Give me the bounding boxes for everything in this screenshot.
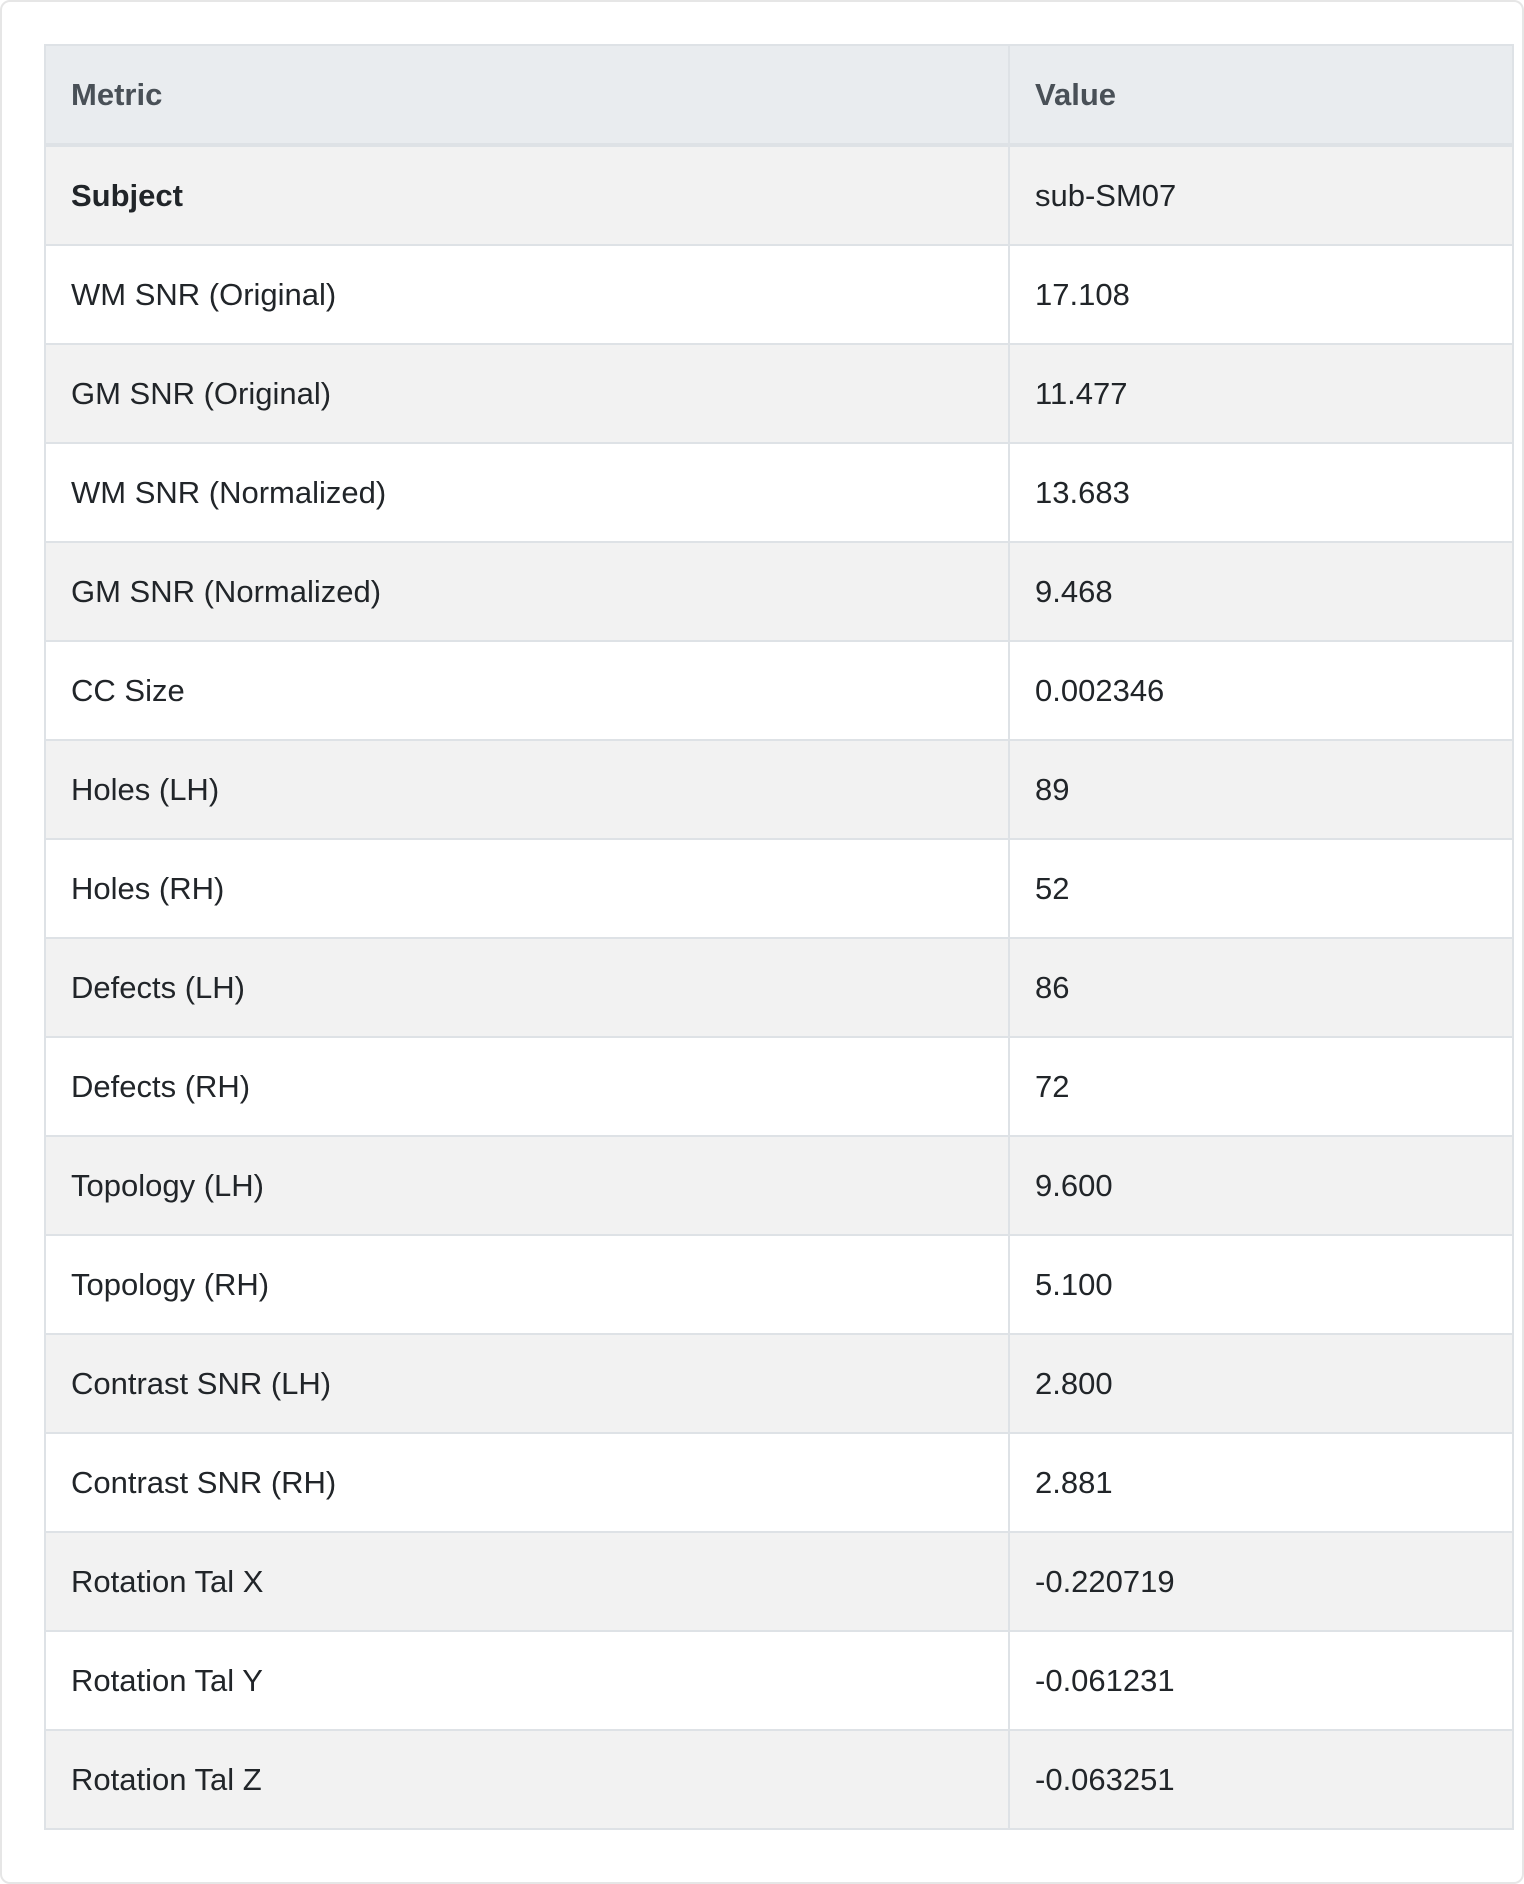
value-cell: 9.600 <box>1009 1136 1513 1235</box>
table-row <box>45 1631 1513 1730</box>
table-row <box>45 839 1513 938</box>
metric-cell: Holes (RH) <box>45 839 1009 938</box>
metric-cell: Subject <box>45 145 1009 245</box>
column-header-value[interactable]: Value <box>1009 45 1513 145</box>
value-cell: 86 <box>1009 938 1513 1037</box>
metric-cell: Rotation Tal Z <box>45 1730 1009 1829</box>
value-cell: -0.063251 <box>1009 1730 1513 1829</box>
metric-cell: Defects (LH) <box>45 938 1009 1037</box>
metric-cell: Rotation Tal X <box>45 1532 1009 1631</box>
metric-cell: WM SNR (Normalized) <box>45 443 1009 542</box>
table-row <box>45 641 1513 740</box>
metric-cell: Contrast SNR (LH) <box>45 1334 1009 1433</box>
table-row <box>45 1334 1513 1433</box>
table-row <box>45 1532 1513 1631</box>
value-cell: 72 <box>1009 1037 1513 1136</box>
value-cell: 17.108 <box>1009 245 1513 344</box>
value-cell: 13.683 <box>1009 443 1513 542</box>
table-row <box>45 245 1513 344</box>
value-cell: 2.800 <box>1009 1334 1513 1433</box>
metric-cell: CC Size <box>45 641 1009 740</box>
table-row <box>45 938 1513 1037</box>
metrics-table <box>44 44 1514 1830</box>
table-row <box>45 1730 1513 1829</box>
value-cell: 52 <box>1009 839 1513 938</box>
metric-cell: Contrast SNR (RH) <box>45 1433 1009 1532</box>
table-row <box>45 1433 1513 1532</box>
value-cell: 2.881 <box>1009 1433 1513 1532</box>
metric-cell: GM SNR (Normalized) <box>45 542 1009 641</box>
value-cell: 89 <box>1009 740 1513 839</box>
metric-cell: Rotation Tal Y <box>45 1631 1009 1730</box>
table-row <box>45 542 1513 641</box>
table-header-row <box>45 45 1513 145</box>
table-row <box>45 1235 1513 1334</box>
value-cell: 5.100 <box>1009 1235 1513 1334</box>
value-cell: 9.468 <box>1009 542 1513 641</box>
value-cell: sub-SM07 <box>1009 145 1513 245</box>
metric-cell: GM SNR (Original) <box>45 344 1009 443</box>
value-cell: -0.061231 <box>1009 1631 1513 1730</box>
table-row <box>45 1136 1513 1235</box>
value-cell: -0.220719 <box>1009 1532 1513 1631</box>
value-cell: 0.002346 <box>1009 641 1513 740</box>
metric-cell: Defects (RH) <box>45 1037 1009 1136</box>
metric-cell: Holes (LH) <box>45 740 1009 839</box>
table-row <box>45 344 1513 443</box>
metric-cell: Topology (LH) <box>45 1136 1009 1235</box>
metric-cell: WM SNR (Original) <box>45 245 1009 344</box>
table-row <box>45 1037 1513 1136</box>
table-row <box>45 740 1513 839</box>
metric-cell: Topology (RH) <box>45 1235 1009 1334</box>
column-header-metric[interactable]: Metric <box>45 45 1009 145</box>
table-row <box>45 443 1513 542</box>
value-cell: 11.477 <box>1009 344 1513 443</box>
table-row-subject <box>45 145 1513 245</box>
